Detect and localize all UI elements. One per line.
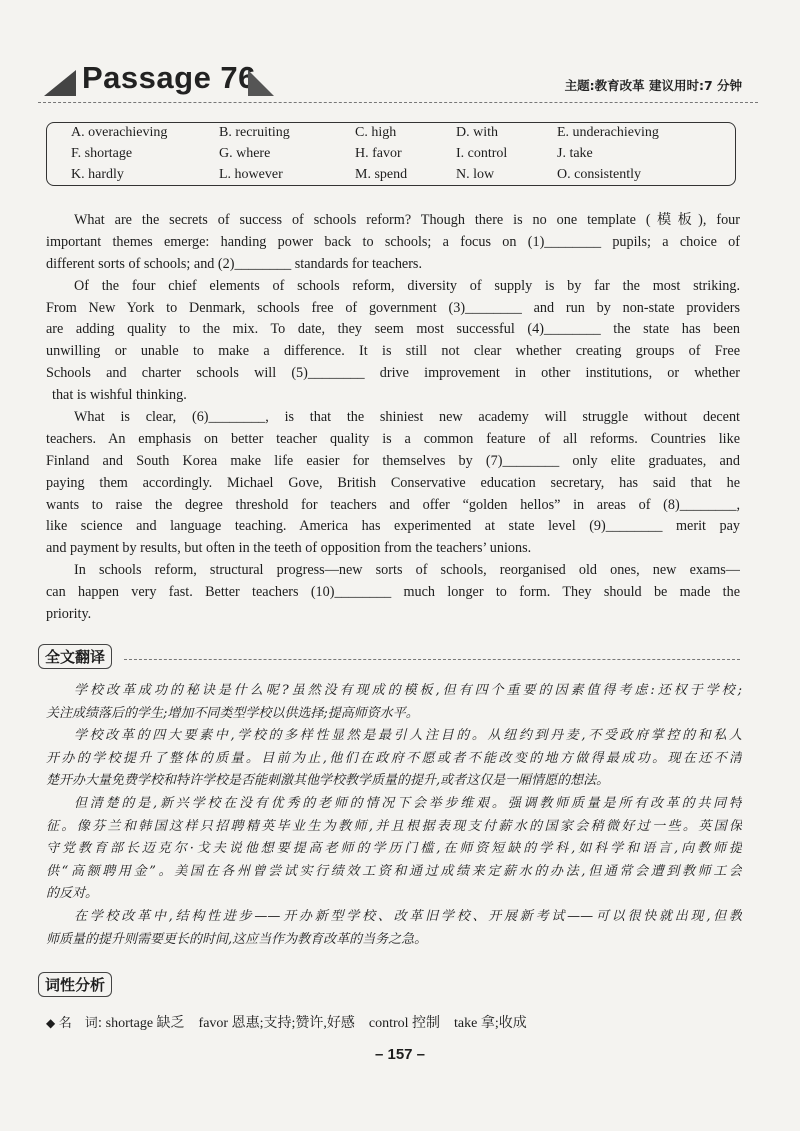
word-option: B. recruiting	[219, 125, 290, 140]
passage-line: wants to raise the degree threshold for teachers and offer “golden hellos” in areas of (8)________,	[46, 496, 740, 513]
passage-line: What is clear, (6)________, is that the shiniest new academy will struggle without decent	[74, 409, 740, 426]
translation-line: 守党教育部长迈克尔·戈夫说他想要提高老师的学历门槛,在师资短缺的学科,如科学和语言,向教师提	[46, 841, 742, 857]
word-option: J. take	[557, 146, 593, 161]
passage-title: Passage 76	[82, 60, 256, 95]
translation-line: 学校改革成功的秘诀是什么呢?虽然没有现成的模板,但有四个重要的因素值得考虑:还权于学校;	[74, 683, 742, 698]
word-option: C. high	[355, 125, 397, 140]
page-number: – 157 –	[374, 1046, 426, 1063]
left-triangle-icon	[44, 70, 76, 96]
passage-line: In schools reform, structural progress—new sorts of schools, reorganised old ones, new exams—	[74, 562, 740, 579]
diamond-icon: ◆	[46, 1016, 56, 1030]
word-option: I. control	[456, 146, 508, 161]
passage-line: can happen very fast. Better teachers (10)________ much longer to form. They should be made the	[46, 584, 740, 601]
passage-text	[46, 210, 740, 626]
translation-line: 的反对。	[46, 886, 99, 902]
passage-meta: 主题:教育改革 建议用时:7 分钟	[564, 78, 742, 93]
passage-line: that is wishful thinking.	[52, 387, 187, 404]
translation-line: 关注成绩落后的学生;增加不同类型学校以供选择;提高师资水平。	[46, 705, 419, 721]
passage-header	[38, 62, 758, 108]
translation-line: 在学校改革中,结构性进步——开办新型学校、改革旧学校、开展新考试——可以很快就出现,但教	[74, 908, 742, 924]
passage-line: and payment by results, but often in the teeth of opposition from the teachers’ unions.	[46, 540, 532, 557]
passage-line: priority.	[46, 606, 92, 623]
word-option: O. consistently	[557, 167, 641, 182]
translation-line: 供“高额聘用金”。美国在各州曾尝试实行绩效工资和通过成绩来定薪水的办法,但通常会遭到教师工会	[46, 863, 742, 879]
section-tag-translation: 全文翻译	[38, 644, 112, 669]
word-option: H. favor	[355, 146, 402, 161]
section-tag-pos: 词性分析	[38, 972, 112, 997]
passage-line: unwilling or unable to make a difference. It is still not clear whether creating groups of Free	[46, 343, 740, 360]
pos-label: 名 词:	[58, 1016, 103, 1031]
passage-line: teachers. An emphasis on better teacher quality is a common feature of all reforms. Countries like	[46, 430, 740, 447]
translation-line: 但清楚的是,新兴学校在没有优秀的老师的情况下会举步维艰。强调教师质量是所有改革的共同特	[74, 795, 742, 811]
translation-line: 征。像芬兰和韩国这样只招聘精英毕业生为教师,并且根据表现支付薪水的国家会稍微好过一些。英国保	[46, 818, 742, 834]
translation-line: 开办的学校提升了整体的质量。目前为止,他们在政府不愿或者不能改变的地方做得最成功。现在还不清	[46, 750, 742, 766]
header-divider	[38, 102, 758, 103]
word-option: N. low	[456, 167, 495, 182]
translation-line: 楚开办大量免费学校和特许学校是否能刺激其他学校教学质量的提升,或者这仅是一厢情愿的想法。	[46, 773, 610, 789]
pos-entries: shortage 缺乏 favor 恩惠;支持;赞许,好感 control 控制 take 拿;收成	[105, 1016, 527, 1031]
translation-text	[46, 680, 742, 951]
passage-line: Of the four chief elements of schools reform, diversity of supply is by far the most striking.	[74, 277, 740, 294]
pos-analysis	[46, 1012, 527, 1032]
word-option: F. shortage	[71, 146, 133, 161]
passage-line: important themes emerge: handing power back to schools; a focus on (1)________ pupils; a choice of	[46, 233, 740, 250]
passage-line: different sorts of schools; and (2)________ standards for teachers.	[46, 255, 423, 272]
word-bank	[46, 122, 736, 186]
word-option: K. hardly	[71, 167, 124, 182]
translation-line: 学校改革的四大要素中,学校的多样性显然是最引人注目的。从纽约到丹麦,不受政府掌控的和私人	[74, 728, 742, 744]
passage-line: Finland and South Korea make life easier for themselves by (7)________ only elite graduates, and	[46, 452, 740, 469]
word-option: G. where	[219, 146, 271, 161]
word-option: A. overachieving	[71, 125, 168, 140]
word-option: M. spend	[355, 167, 408, 182]
translation-line: 师质量的提升则需要更长的时间,这应当作为教育改革的当务之急。	[46, 931, 428, 947]
passage-line: From New York to Denmark, schools free of government (3)________ and run by non-state providers	[46, 299, 740, 316]
word-option: D. with	[456, 125, 498, 140]
passage-line: Schools and charter schools will (5)________ drive improvement in other institutions, or whether	[46, 365, 740, 382]
section-divider	[124, 659, 740, 660]
right-triangle-icon	[248, 70, 274, 96]
passage-line: paying them accordingly. Michael Gove, British Conservative education secretary, has said that he	[46, 474, 740, 491]
passage-line: like science and language teaching. America has experimented at state level (9)________ merit pay	[46, 518, 740, 535]
word-option: L. however	[219, 167, 283, 182]
passage-line: What are the secrets of success of schools reform? Though there is no one template (模板), four	[74, 212, 740, 228]
passage-line: are adding quality to the mix. To date, they seem most successful (4)________ the state has been	[46, 321, 740, 338]
word-option: E. underachieving	[557, 125, 659, 140]
